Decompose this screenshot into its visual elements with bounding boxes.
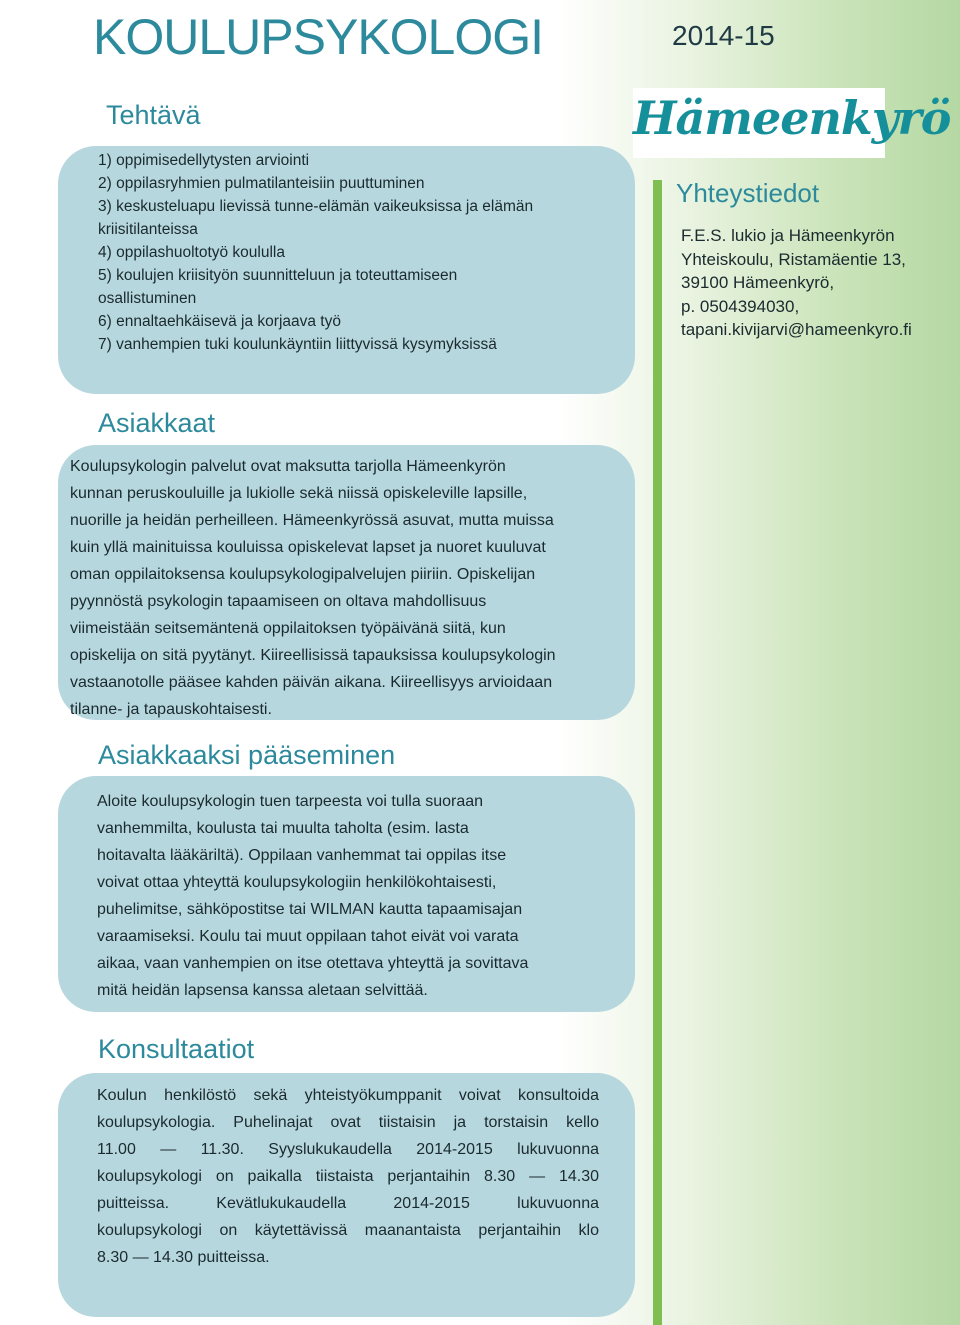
yhteystiedot-heading: Yhteystiedot	[676, 178, 820, 208]
text-line: nuorille ja heidän perheilleen. Hämeenkyrössä asuvat, mutta muissa	[70, 512, 554, 529]
contact-line: F.E.S. lukio ja Hämeenkyrön	[681, 226, 895, 245]
text-line: voivat ottaa yhteyttä koulupsykologiin henkilökohtaisesti,	[97, 874, 497, 891]
text-line: koulupsykologia. Puhelinajat ovat tiistaisin ja torstaisin kello	[97, 1114, 599, 1131]
text-line: Koulupsykologin palvelut ovat maksutta tarjolla Hämeenkyrön	[70, 458, 506, 475]
contact-line: p. 0504394030,	[681, 296, 800, 316]
list-item: 1) oppimisedellytysten arviointi	[98, 152, 310, 169]
contact-line: 39100 Hämeenkyrö,	[681, 273, 835, 292]
paaseminen-heading: Asiakkaaksi pääseminen	[98, 740, 396, 770]
paaseminen-box	[58, 776, 635, 1012]
school-year: 2014-15	[672, 20, 775, 51]
text-line: mitä heidän lapsensa kanssa aletaan selvittää.	[97, 982, 428, 999]
list-item: 3) keskusteluapu lievissä tunne-elämän vaikeuksissa ja elämän	[98, 198, 534, 215]
text-line: hoitavalta lääkäriltä). Oppilaan vanhemmat tai oppilas itse	[97, 847, 507, 864]
text-line: koulupsykologi on käytettävissä maanantaista perjantaihin klo	[97, 1222, 599, 1239]
text-line: kuin yllä mainituissa kouluissa opiskelevat lapset ja nuoret kuuluvat	[70, 539, 546, 556]
list-item: 4) oppilashuoltotyö koululla	[98, 244, 285, 261]
text-line: aikaa, vaan vanhempien on itse otettava yhteyttä ja sovittava	[97, 955, 529, 972]
divider-line	[653, 180, 662, 1325]
text-line: viimeistään seitsemäntenä oppilaitoksen työpäivänä siitä, kun	[70, 620, 506, 637]
text-line: koulupsykologi on paikalla tiistaista perjantaihin 8.30 — 14.30	[97, 1168, 599, 1185]
asiakkaat-heading: Asiakkaat	[98, 408, 216, 438]
list-item: kriisitilanteissa	[98, 221, 198, 238]
tehtava-heading: Tehtävä	[106, 100, 201, 130]
list-item: 5) koulujen kriisityön suunnitteluun ja toteuttamiseen	[98, 267, 458, 284]
text-line: tilanne- ja tapauskohtaisesti.	[70, 701, 272, 718]
text-line: vanhemmilta, koulusta tai muulta taholta (esim. lasta	[97, 820, 469, 837]
list-item: 6) ennaltaehkäisevä ja korjaava työ	[98, 313, 341, 330]
paaseminen-text	[97, 788, 617, 1004]
contact-line: Yhteiskoulu, Ristamäentie 13,	[681, 249, 906, 269]
text-line: 8.30 — 14.30 puitteissa.	[97, 1249, 270, 1266]
logo-text: Hämeenkyrö	[633, 91, 951, 145]
text-line: Aloite koulupsykologin tuen tarpeesta voi tulla suoraan	[97, 793, 484, 810]
tehtava-list	[98, 149, 533, 356]
text-line: pyynnöstä psykologin tapaamiseen on oltava mahdollisuus	[70, 593, 487, 610]
page-title: KOULUPSYKOLOGI	[93, 9, 544, 65]
asiakkaat-text	[70, 453, 625, 723]
contact-info	[681, 224, 912, 342]
text-line: kunnan peruskouluille ja lukiolle sekä niissä opiskeleville lapsille,	[70, 485, 528, 502]
konsultaatiot-text	[97, 1082, 599, 1271]
text-line: Koulun henkilöstö sekä yhteistyökumppanit voivat konsultoida	[97, 1087, 599, 1104]
text-line: oman oppilaitoksensa koulupsykologipalvelujen piiriin. Opiskelijan	[70, 566, 536, 583]
konsultaatiot-heading: Konsultaatiot	[98, 1034, 255, 1064]
konsultaatiot-box	[58, 1073, 635, 1317]
text-line: puhelimitse, sähköpostitse tai WILMAN kautta tapaamisajan	[97, 901, 523, 918]
asiakkaat-box	[58, 445, 635, 720]
text-line: varaamiseksi. Koulu tai muut oppilaan tahot eivät voi varata	[97, 928, 519, 945]
tehtava-box	[58, 146, 635, 394]
contact-email[interactable]: tapani.kivijarvi@hameenkyro.fi	[681, 320, 912, 339]
text-line: vastaanotolle pääsee kahden päivän aikana. Kiireellisyys arvioidaan	[70, 674, 553, 691]
list-item: 2) oppilasryhmien pulmatilanteisiin puuttuminen	[98, 175, 425, 192]
text-line: opiskelija on sitä pyytänyt. Kiireellisissä tapauksissa koulupsykologin	[70, 647, 556, 664]
hameenkyro-logo	[633, 88, 951, 158]
list-item: 7) vanhempien tuki koulunkäyntiin liittyvissä kysymyksissä	[98, 336, 497, 353]
text-line: 11.00 — 11.30. Syyslukukaudella 2014-2015 lukuvuonna	[97, 1141, 599, 1158]
list-item: osallistuminen	[98, 290, 197, 307]
text-line: puitteissa. Kevätlukukaudella 2014-2015 lukuvuonna	[97, 1195, 599, 1212]
